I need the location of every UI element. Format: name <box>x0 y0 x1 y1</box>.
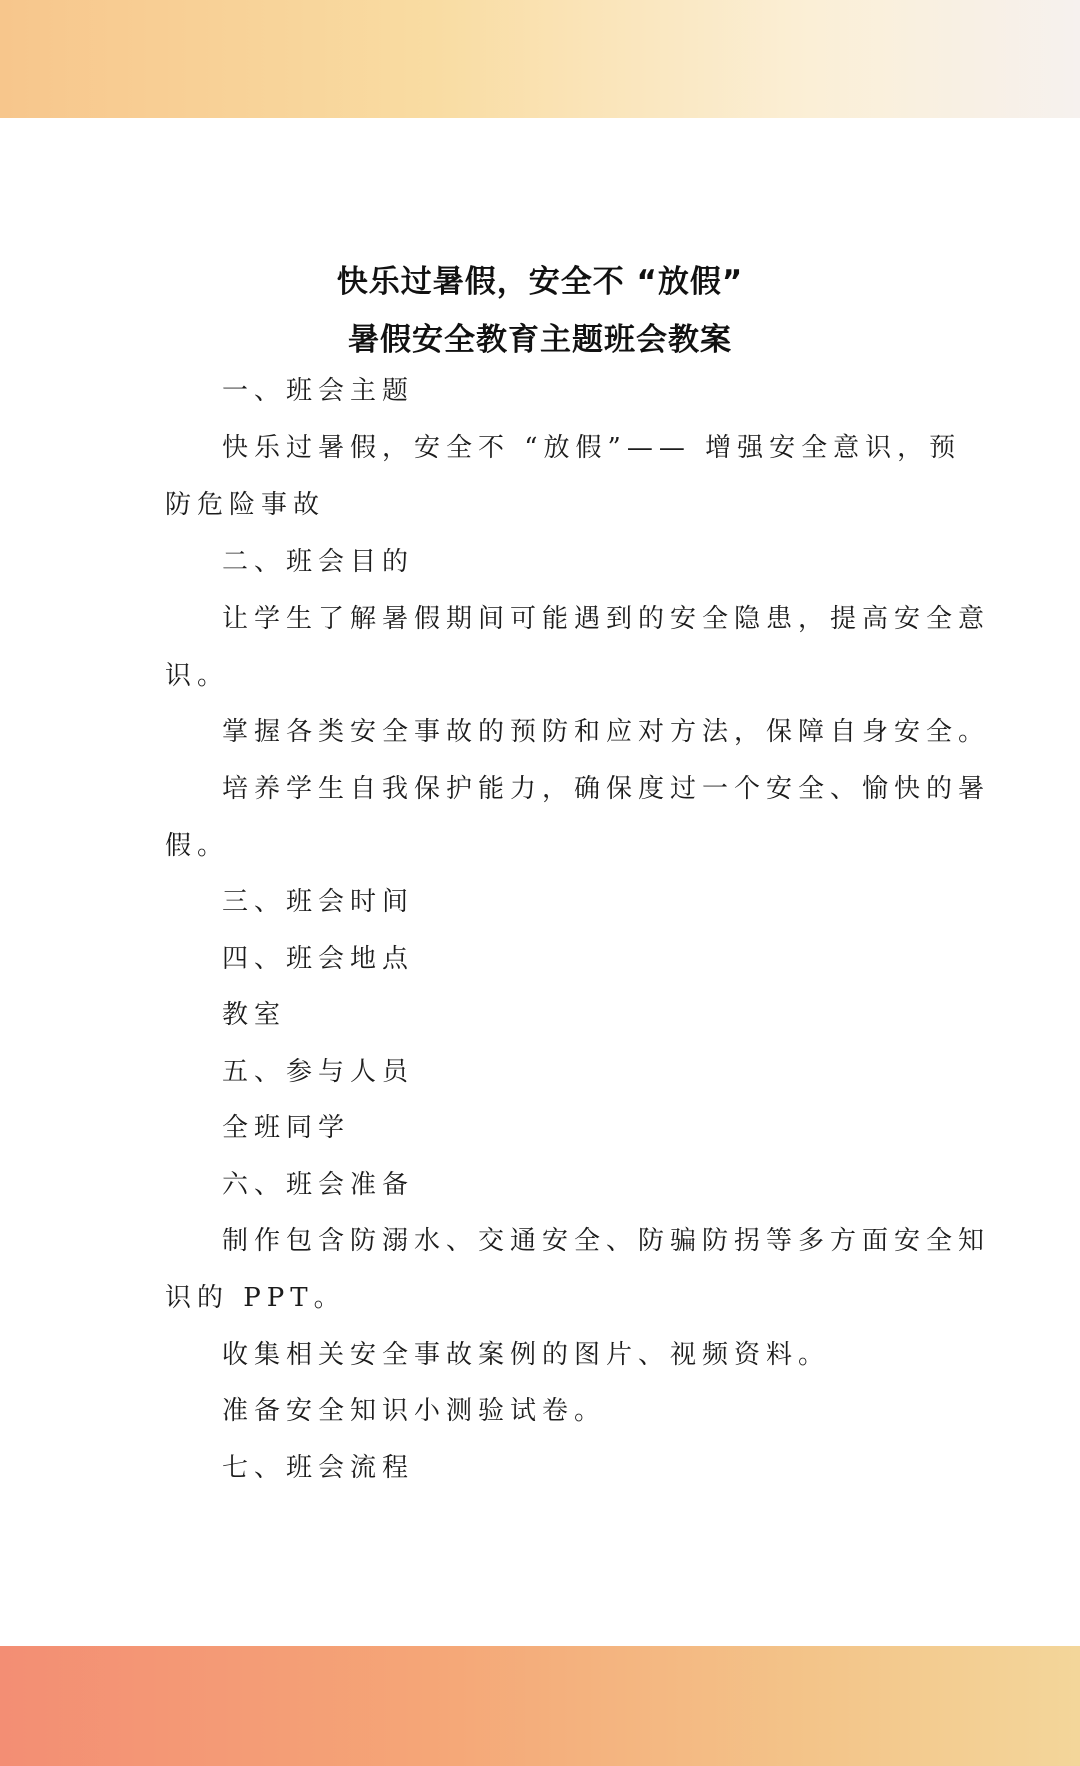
paragraph-line: 培养学生自我保护能力，确保度过一个安全、愉快的暑 <box>222 774 991 804</box>
bottom-decorative-band <box>0 1646 1080 1766</box>
paragraph-line: 准备安全知识小测验试卷。 <box>222 1396 607 1426</box>
paragraph-line: 掌握各类安全事故的预防和应对方法，保障自身安全。 <box>222 717 991 747</box>
section-heading-time: 三、班会时间 <box>222 887 415 917</box>
paragraph-line: 假。 <box>165 831 230 861</box>
section-heading-theme: 一、班会主题 <box>222 376 415 406</box>
paragraph-line: 全班同学 <box>222 1113 351 1143</box>
section-heading-preparation: 六、班会准备 <box>222 1170 415 1200</box>
paragraph-line: 制作包含防溺水、交通安全、防骗防拐等多方面安全知 <box>222 1226 991 1256</box>
section-heading-location: 四、班会地点 <box>222 944 415 974</box>
paragraph-line: 让学生了解暑假期间可能遇到的安全隐患，提高安全意 <box>222 604 991 634</box>
document-title: 快乐过暑假，安全不 “放假” <box>336 264 744 300</box>
paragraph-line: 识。 <box>165 661 230 691</box>
paragraph-line: 防危险事故 <box>165 490 326 520</box>
paragraph-line: 快乐过暑假，安全不 “放假”—— 增强安全意识，预 <box>222 433 962 463</box>
top-decorative-band <box>0 0 1080 118</box>
paragraph-line: 识的 PPT。 <box>165 1283 346 1313</box>
section-heading-process: 七、班会流程 <box>222 1453 415 1483</box>
paragraph-line: 收集相关安全事故案例的图片、视频资料。 <box>222 1340 831 1370</box>
paragraph-line: 教室 <box>222 1000 287 1030</box>
document-subtitle: 暑假安全教育主题班会教案 <box>348 322 732 358</box>
section-heading-purpose: 二、班会目的 <box>222 547 415 577</box>
section-heading-participants: 五、参与人员 <box>222 1057 415 1087</box>
